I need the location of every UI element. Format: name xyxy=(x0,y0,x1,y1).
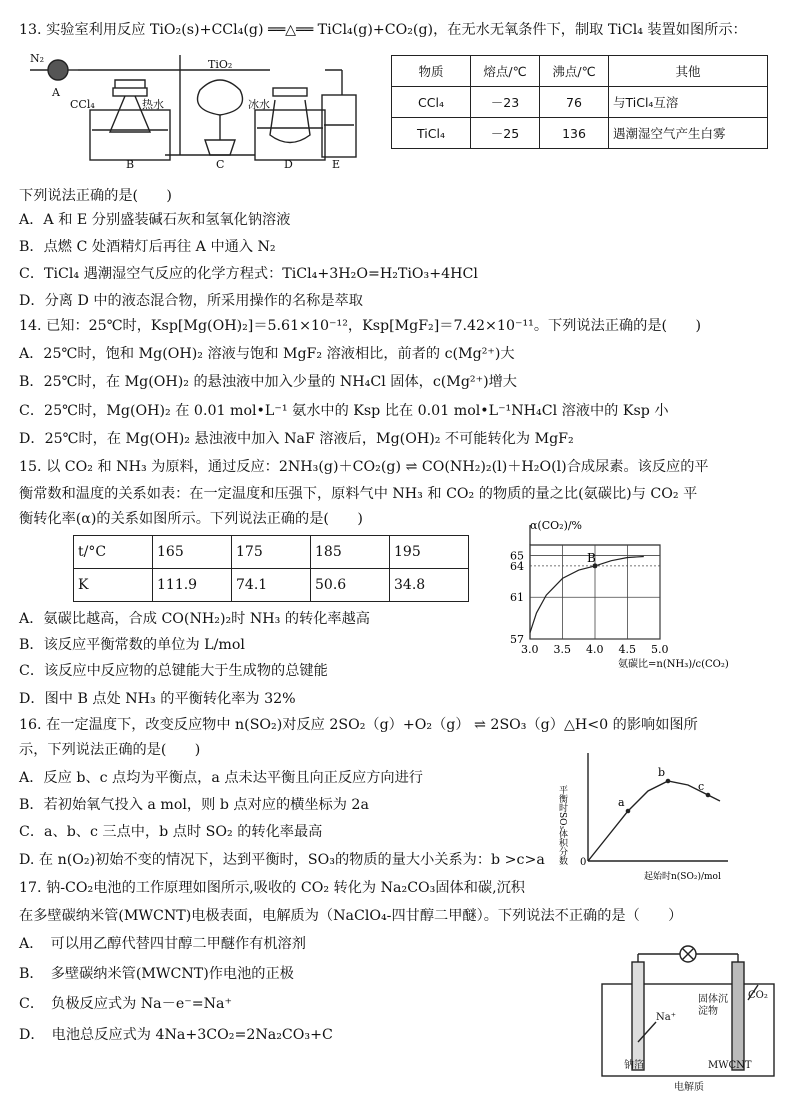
chart2-xlabel: 起始时n(SO₂)/mol xyxy=(644,872,721,882)
tio2-label: TiO₂ xyxy=(208,58,233,71)
q14-option-c: C．25℃时，Mg(OH)₂ 在 0.01 mol•L⁻¹ 氨水中的 Ksp 比在 0.01 mol•L⁻¹NH₄Cl 溶液中的 Ksp 小 xyxy=(19,403,669,419)
chart2-point-c xyxy=(706,793,711,798)
table-row xyxy=(392,118,768,149)
q13-option-c: C．TiCl₄ 遇潮湿空气反应的化学方程式：TiCl₄+3H₂O=H₂TiO₃+4HCl xyxy=(19,266,478,282)
chart2-point-label: a xyxy=(618,796,625,809)
q17-option-d: D． 电池总反应式为 4Na+3CO₂=2Na₂CO₃+C xyxy=(19,1027,333,1043)
q15-stem-3: 衡转化率(α)的关系如图所示。下列说法正确的是( ) xyxy=(19,511,363,527)
chart1-x-tick: 3.5 xyxy=(553,643,571,656)
q13-properties-table xyxy=(391,55,768,149)
label-e: E xyxy=(332,158,341,171)
table-header: 熔点/℃ xyxy=(471,56,540,87)
q15-option-d: D．图中 B 点处 NH₃ 的平衡转化率为 32% xyxy=(19,691,296,707)
table-header-row xyxy=(392,56,768,87)
q13-prompt: 下列说法正确的是( ) xyxy=(19,188,172,204)
q16-option-b: B．若初始氧气投入 a mol，则 b 点对应的横坐标为 2a xyxy=(19,797,369,813)
chart2-origin: 0 xyxy=(580,857,587,868)
table-row xyxy=(74,569,469,602)
table-cell: 遇潮湿空气产生白雾 xyxy=(609,118,768,149)
chart2-point-label: c xyxy=(698,780,705,793)
q15-option-b: B．该反应平衡常数的单位为 L/mol xyxy=(19,637,245,653)
table-cell: 74.1 xyxy=(232,569,311,602)
chart1-x-tick: 3.0 xyxy=(521,643,539,656)
chart2-series-line xyxy=(588,781,720,861)
chart1-x-tick: 5.0 xyxy=(651,643,669,656)
chart1-y-tick: 64 xyxy=(510,559,524,573)
table-cell: 50.6 xyxy=(311,569,390,602)
label-c: C xyxy=(216,158,225,171)
table-cell: TiCl₄ xyxy=(392,118,471,149)
q17-option-b: B． 多壁碳纳米管(MWCNT)作电池的正极 xyxy=(19,966,294,982)
chart1-series-line xyxy=(530,557,644,633)
table-cell: 136 xyxy=(540,118,609,149)
chart2-point-a xyxy=(626,809,631,814)
q17-battery-diagram xyxy=(598,940,778,1095)
chart2-point-b xyxy=(666,779,671,784)
table-cell: －23 xyxy=(471,87,540,118)
table-cell: 34.8 xyxy=(390,569,469,602)
sodium-foil-label: 钠箔 xyxy=(624,1060,644,1071)
q17-option-c: C． 负极反应式为 Na－e⁻=Na⁺ xyxy=(19,996,232,1012)
table-header: 沸点/℃ xyxy=(540,56,609,87)
chart1-x-tick: 4.0 xyxy=(586,643,604,656)
chart2-point-label: b xyxy=(658,766,666,779)
table-cell: CCl₄ xyxy=(392,87,471,118)
chart1-y-tick: 57 xyxy=(510,633,524,646)
table-cell: 165 xyxy=(153,536,232,569)
table-cell: 与TiCl₄互溶 xyxy=(609,87,768,118)
q16-option-a: A．反应 b、c 点均为平衡点，a 点未达平衡且向正反应方向进行 xyxy=(19,770,423,786)
q14-option-b: B．25℃时，在 Mg(OH)₂ 的悬浊液中加入少量的 NH₄Cl 固体，c(Mg²⁺)增大 xyxy=(19,374,517,390)
table-row xyxy=(74,536,469,569)
table-cell: 195 xyxy=(390,536,469,569)
chart1-point-label: B xyxy=(587,550,596,565)
table-cell: 76 xyxy=(540,87,609,118)
chart2-ylabel: 平衡时SO₃体积分数 xyxy=(557,785,567,866)
chart1-x-tick: 4.5 xyxy=(618,643,636,656)
q15-option-c: C．该反应中反应物的总键能大于生成物的总键能 xyxy=(19,663,328,679)
q17-stem-1: 17. 钠-CO₂电池的工作原理如图所示,吸收的 CO₂ 转化为 Na₂CO₃固体和碳,沉积 xyxy=(19,880,525,896)
q17-option-a: A． 可以用乙醇代替四甘醇二甲醚作有机溶剂 xyxy=(19,936,306,952)
electrolyte-label: 电解质 xyxy=(674,1082,704,1093)
na-ion-label: Na⁺ xyxy=(656,1012,676,1023)
q15-stem-1: 15. 以 CO₂ 和 NH₃ 为原料，通过反应：2NH₃(g)＋CO₂(g) ⇌ CO(NH₂)₂(l)＋H₂O(l)合成尿素。该反应的平 xyxy=(19,459,709,475)
q15-k-table xyxy=(73,535,469,602)
q15-conversion-chart xyxy=(490,515,730,685)
solid-deposit-label-2: 淀物 xyxy=(698,1006,718,1017)
q17-stem-2: 在多壁碳纳米管(MWCNT)电极表面，电解质为（NaClO₄-四甘醇二甲醚）。下列说法不正确的是（ ） xyxy=(19,908,683,924)
table-header: 物质 xyxy=(392,56,471,87)
q13-option-a: A．A 和 E 分别盛装碱石灰和氢氧化钠溶液 xyxy=(19,212,291,228)
ice-water-label: 冰水 xyxy=(248,98,270,111)
q15-option-a: A．氨碳比越高，合成 CO(NH₂)₂时 NH₃ 的转化率越高 xyxy=(19,611,370,627)
chart1-y-tick: 61 xyxy=(510,591,524,605)
q16-option-c: C．a、b、c 三点中，b 点时 SO₂ 的转化率最高 xyxy=(19,824,323,840)
q13-option-b: B．点燃 C 处酒精灯后再往 A 中通入 N₂ xyxy=(19,239,276,255)
q16-stem-2: 示，下列说法正确的是( ) xyxy=(19,742,201,758)
table-cell: －25 xyxy=(471,118,540,149)
table-row xyxy=(392,87,768,118)
table-cell: 111.9 xyxy=(153,569,232,602)
table-cell: 185 xyxy=(311,536,390,569)
label-d: D xyxy=(284,158,293,171)
q16-so3-chart xyxy=(557,745,740,885)
label-b: B xyxy=(126,158,135,171)
q13-option-d: D．分离 D 中的液态混合物，所采用操作的名称是萃取 xyxy=(19,293,363,309)
table-header: 其他 xyxy=(609,56,768,87)
q15-stem-2: 衡常数和温度的关系如表：在一定温度和压强下，原料气中 NH₃ 和 CO₂ 的物质的量之比(氨碳比)与 CO₂ 平 xyxy=(19,486,698,502)
q13-apparatus-diagram xyxy=(30,50,360,170)
q14-stem: 14. 已知：25℃时，Ksp[Mg(OH)₂]＝5.61×10⁻¹²，Ksp[MgF₂]＝7.42×10⁻¹¹。下列说法正确的是( ) xyxy=(19,318,701,334)
chart1-y-tick: 65 xyxy=(510,549,524,563)
q13-stem: 13. 实验室利用反应 TiO₂(s)+CCl₄(g) ══△══ TiCl₄(g)+CO₂(g)，在无水无氧条件下，制取 TiCl₄ 装置如图所示： xyxy=(19,22,747,38)
table-cell: 175 xyxy=(232,536,311,569)
n2-label: N₂ xyxy=(30,52,45,65)
q14-option-a: A．25℃时，饱和 Mg(OH)₂ 溶液与饱和 MgF₂ 溶液相比，前者的 c(Mg²⁺)大 xyxy=(19,346,515,362)
label-a: A xyxy=(52,86,60,99)
co2-label: CO₂ xyxy=(748,990,768,1001)
hot-water-label: 热水 xyxy=(142,98,164,111)
mwcnt-label: MWCNT xyxy=(708,1060,752,1071)
ccl4-label: CCl₄ xyxy=(70,98,95,111)
table-cell: t/°C xyxy=(74,536,153,569)
q16-stem-1: 16. 在一定温度下，改变反应物中 n(SO₂)对反应 2SO₂（g）+O₂（g） ⇌ 2SO₃（g）△H<0 的影响如图所 xyxy=(19,717,698,733)
chart1-ylabel: α(CO₂)/% xyxy=(530,519,583,532)
table-cell: K xyxy=(74,569,153,602)
solid-deposit-label: 固体沉 xyxy=(698,994,728,1005)
q16-option-d: D. 在 n(O₂)初始不变的情况下，达到平衡时，SO₃的物质的量大小关系为：b >c>a xyxy=(19,852,545,868)
q14-option-d: D．25℃时，在 Mg(OH)₂ 悬浊液中加入 NaF 溶液后，Mg(OH)₂ 不可能转化为 MgF₂ xyxy=(19,431,574,447)
chart1-xlabel: 氨碳比=n(NH₃)/c(CO₂) xyxy=(618,659,729,670)
